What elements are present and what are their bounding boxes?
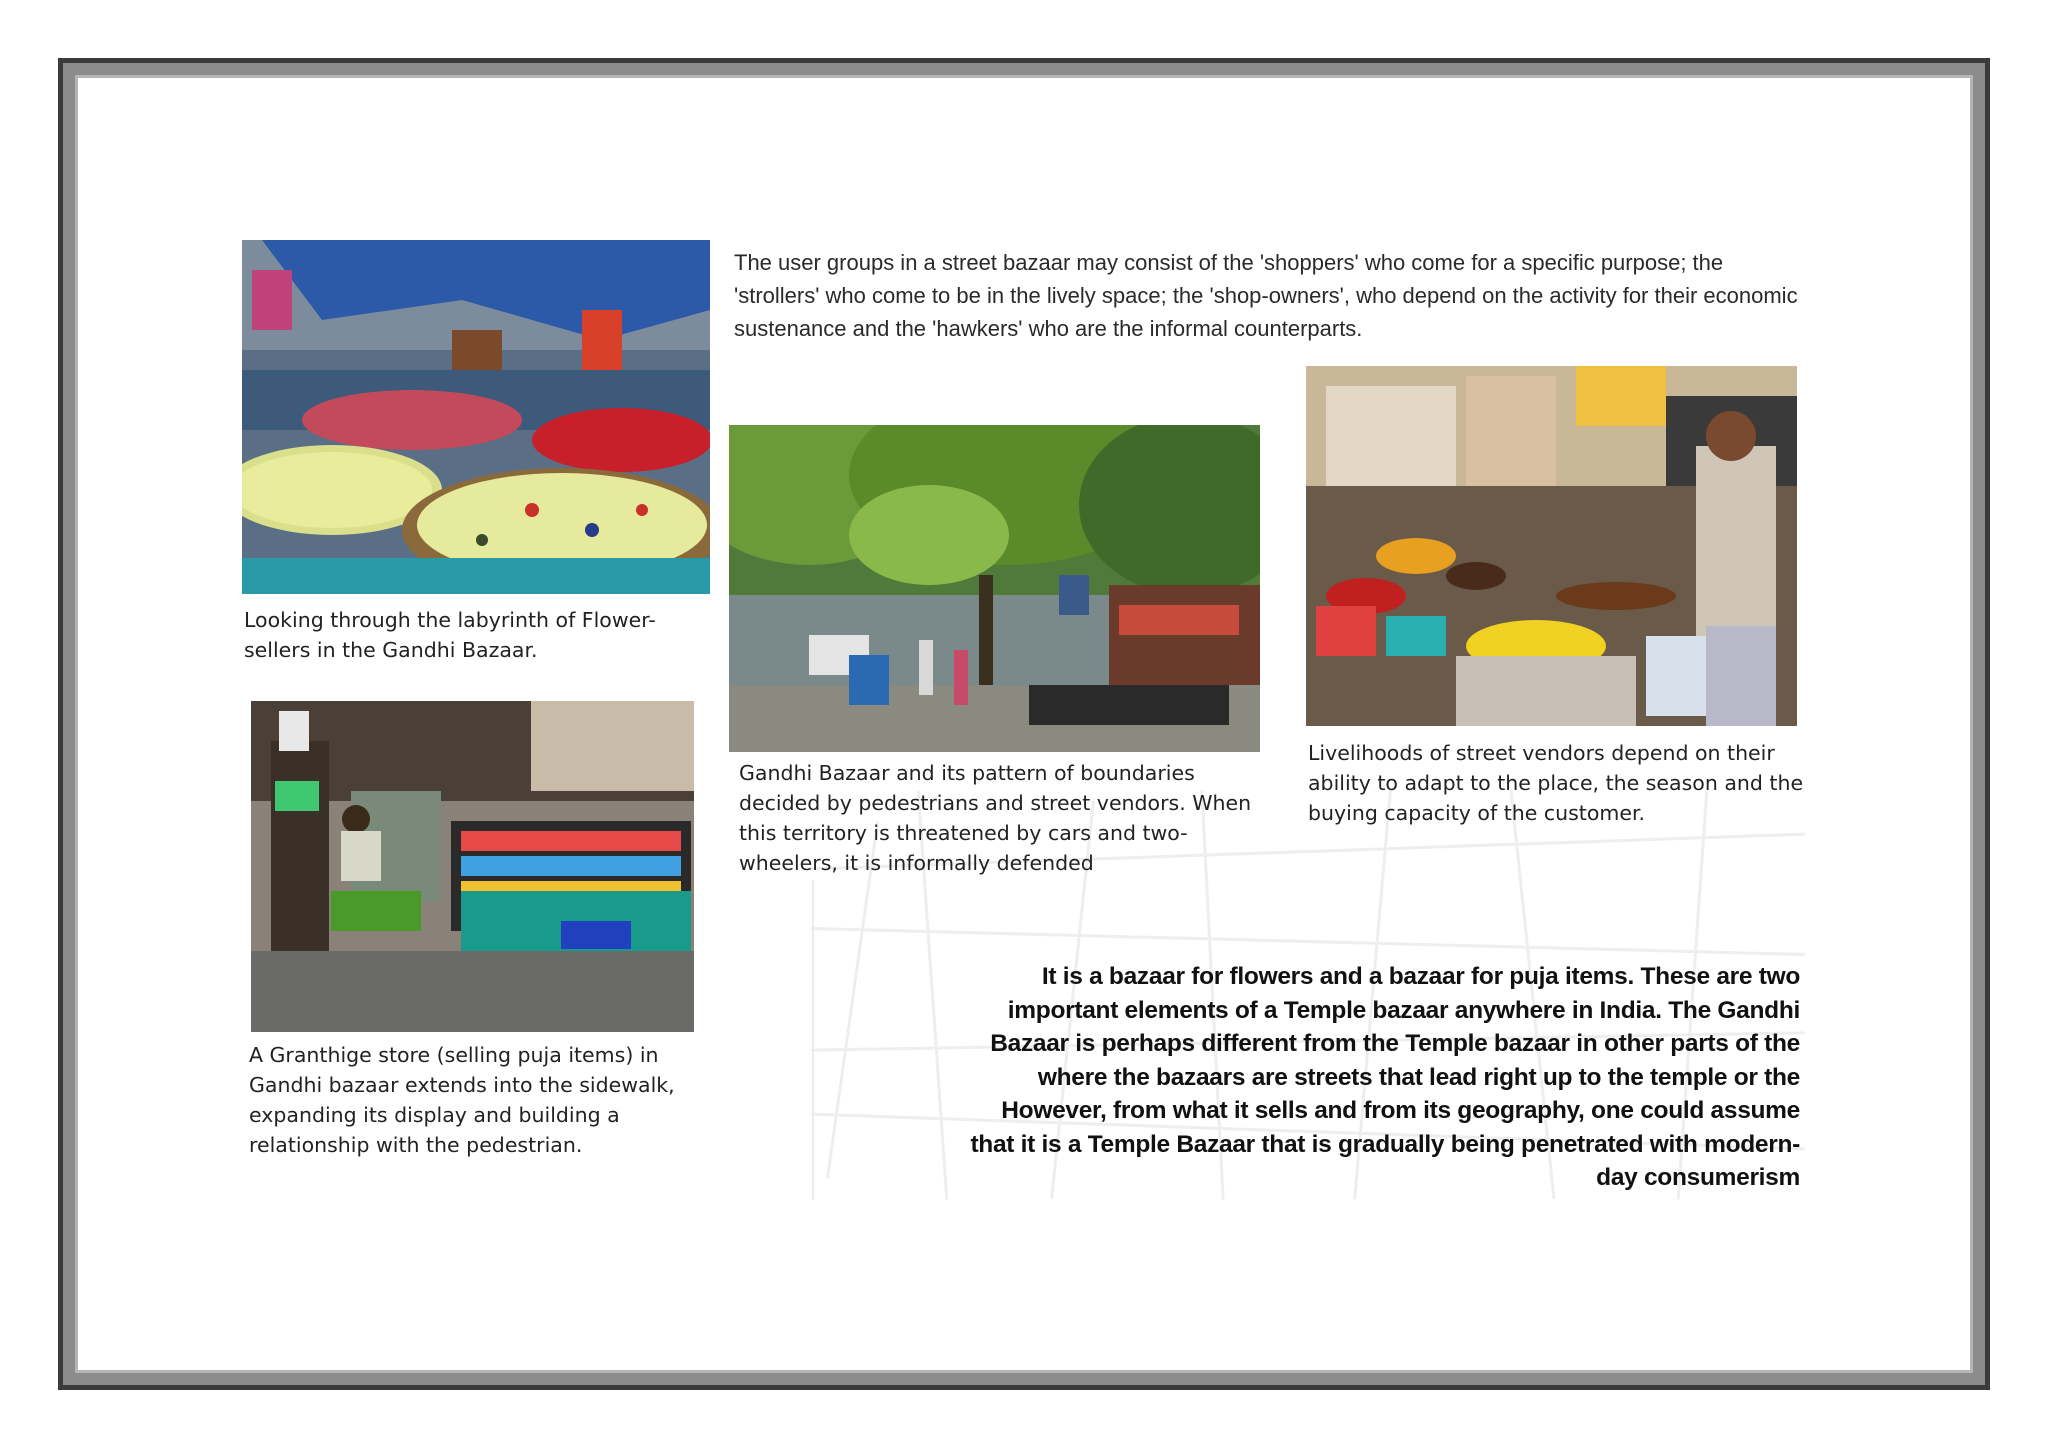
bazaar-street-caption: Gandhi Bazaar and its pattern of boundaries decided by pedestrians and street vendors. When this territory is threatened by cars and two-wheelers, it is informally defended xyxy=(739,761,1252,875)
vendor-stall-caption: Livelihoods of street vendors depend on their ability to adapt to the place, the season and the buying capacity of the customer. xyxy=(1308,741,1804,825)
flower-sellers-caption: Looking through the labyrinth of Flower-sellers in the Gandhi Bazaar. xyxy=(244,608,656,662)
closing-paragraph: It is a bazaar for flowers and a bazaar for puja items. These are two important elements of a Temple bazaar anywhere in India. The Gandhi Bazaar is perhaps different from the Temple bazaar in other parts of the where the bazaars are streets that lead right up to the temple or the However, from what it sells and from its geography, one could assume that it is a Temple Bazaar that is gradually being penetrated with modern-day consumerism xyxy=(970,963,1800,1191)
vendor-stall-photo xyxy=(1306,366,1797,726)
intro-paragraph: The user groups in a street bazaar may consist of the 'shoppers' who come for a specific purpose; the 'strollers' who come to be in the lively space; the 'shop-owners', who depend on the activity for their economic sustenance and the 'hawkers' who are the informal counterparts. xyxy=(734,250,1798,341)
flower-sellers-photo xyxy=(242,240,710,594)
column-divider xyxy=(812,880,814,1200)
bazaar-street-photo xyxy=(729,425,1260,752)
granthige-store-caption: A Granthige store (selling puja items) in Gandhi bazaar extends into the sidewalk, expanding its display and building a relationship with the pedestrian. xyxy=(249,1043,675,1157)
granthige-store-photo xyxy=(251,701,694,1032)
